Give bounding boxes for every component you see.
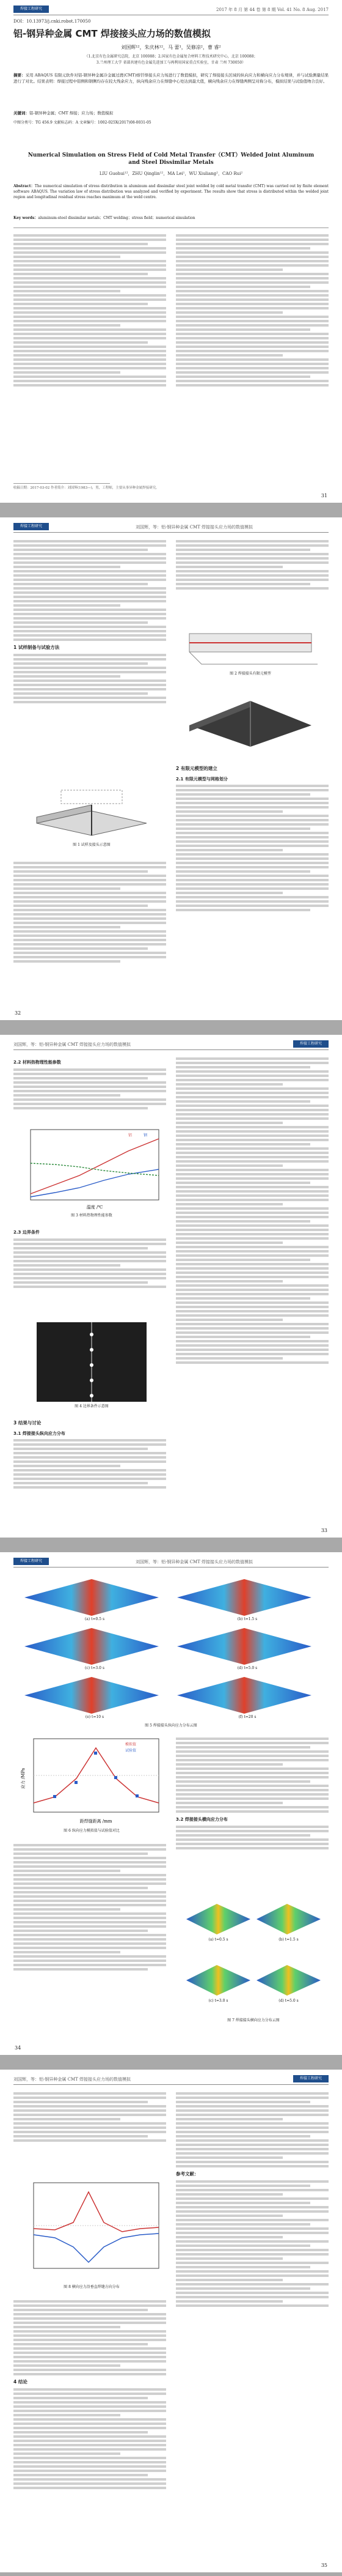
panel-label: (b) t=1.5 s [278, 1938, 299, 1942]
page-header [13, 522, 329, 533]
figure-2a [183, 621, 318, 670]
page-number: 32 [15, 1010, 21, 1016]
panel-label: (e) t=10 s [85, 1715, 104, 1719]
keywords-text: 铝-钢异种金属；CMT 焊接；应力场；数值模拟 [29, 111, 114, 116]
page-1 [0, 0, 342, 503]
subsection-heading: 2.2 材料热物理性能参数 [13, 1060, 61, 1065]
authors-cn: 刘国辉¹²，朱庆林¹²，马 蕾¹，吴修凉²，曹 睿² [121, 45, 221, 50]
body-column-left [13, 232, 166, 477]
keywords-label: 关键词： [13, 111, 29, 116]
page-5 [0, 2070, 342, 2572]
affiliation-2: 3.兰州理工大学 省部共建有色金属先进加工与再利用国家重点实验室，甘肃 兰州 730050） [96, 61, 246, 65]
body-column-left [13, 1056, 166, 1111]
page-4 [0, 1552, 342, 2055]
section-heading: 4 结论 [13, 2379, 27, 2385]
body-column-left [13, 1842, 166, 1972]
figure-8-caption: 图 8 横向应力沿垂直焊缝方向分布 [64, 2285, 120, 2289]
figure-3 [18, 1127, 165, 1212]
figure-4 [37, 1322, 147, 1402]
legend-item: 试验值 [125, 1749, 137, 1753]
abstract-text-en: The numerical simulation of stress distribution in aluminum and dissimilar steel joint welded by cold metal transfer (CMT) was carried out by finite element software ABAQUS. The variation law of stress distribution was analyzed and verified by experiment. The results show that stress is distributed within the welded joint region and longitudinal residual stress reaches maximum at the weld centre. [13, 184, 329, 199]
figure-2-caption: 图 2 焊接接头有限元模型 [230, 672, 271, 676]
panel-label: (a) t=0.5 s [208, 1938, 228, 1942]
figure-1-caption: 图 1 试样及接头示意图 [73, 843, 111, 847]
body-column-left-2 [13, 2298, 166, 2491]
legend-item: 模拟值 [125, 1742, 137, 1747]
abstract-text: 采用 ABAQUS 有限元软件对铝-钢异种金属冷金属过渡(CMT)熔钎焊接头应力场进行了数值模拟，研究了焊接接头区域的纵向应力和横向应力分布规律，并与试验测量结果进行了对比。结果表明：焊接过程中铝侧和钢侧均存在较大残余应力，纵向残余应力在焊缝中心处达到最大值，横向残余应力在焊缝两侧呈对称分布，模拟结果与试验值吻合良好。 [13, 73, 329, 84]
figure-1 [24, 786, 159, 842]
keywords-label-en: Key words： [13, 216, 38, 220]
figure-2b [183, 683, 318, 750]
running-title: 刘国辉，等：铝-钢异种金属 CMT 焊接接头应力场的数值模拟 [13, 2077, 131, 2082]
page-2 [0, 517, 342, 1020]
panel-label: (d) t=5.0 s [237, 1666, 258, 1670]
paper-title-en: Numerical Simulation on Stress Field of Cold Metal Transfer（CMT）Welded Joint Aluminum and Steel Dissimilar Metals [27, 152, 315, 166]
subsection-heading: 3.2 焊接接头横向应力分布 [176, 1817, 228, 1822]
subsection-heading: 2.1 有限元模型与网格划分 [176, 776, 228, 782]
keywords-text-en: aluminum-steel dissimilar metals；CMT welding；stress field；numerical simulation [38, 216, 195, 220]
page-number: 31 [321, 493, 327, 498]
figure-3-caption: 图 3 材料热物理性能参数 [71, 1213, 112, 1218]
figure-6-chart [18, 1736, 165, 1827]
journal-logo: 焊接工程研究 [13, 6, 49, 13]
body-column-right-2 [176, 762, 329, 913]
section-heading: 2 有限元模型的建立 [176, 766, 217, 771]
body-column-left-2 [13, 1226, 166, 1290]
panel-label: (d) t=5.0 s [278, 1999, 299, 2003]
panel-label: (b) t=1.5 s [237, 1617, 258, 1621]
affiliation-1: （1.北京有色金属研究总院，北京 100088；2.国家有色金属复合材料工程技术研究中心，北京 100088； [84, 54, 258, 59]
journal-logo: 焊接工程研究 [13, 523, 49, 530]
abstract-cn [13, 72, 329, 84]
chart-b-ylabel: 应力 /MPa [21, 1767, 26, 1790]
issue-info: 2017 年 8 月 第 44 卷 第 8 期 Vol. 41 No. 8 Aug. 2017 [216, 7, 329, 12]
panel-label: (a) t=0.5 s [84, 1617, 105, 1621]
journal-logo: 焊接工程研究 [293, 1040, 329, 1048]
authors-en: LIU Guohui¹²，ZHU Qinglin¹²，MA Lei¹，WU Xiuliang²，CAO Rui² [99, 171, 243, 176]
doi: DOI：10.13973/j.cnki.robot.170050 [13, 19, 91, 24]
keywords-cn [13, 110, 329, 116]
footnote: 收稿日期：2017-03-02 作者简介：刘国辉(1983—)，男，工程师，主要从事异种金属焊接研究。 [13, 486, 159, 490]
footnote-rule [13, 483, 110, 484]
classification: 中图分类号：TG 456.9 文献标志码：A 文章编号：1002-025X(2017)08-0031-05 [13, 120, 151, 125]
keywords-en [13, 215, 329, 221]
body-column-right [176, 1056, 329, 1366]
figure-7-caption: 图 7 焊接接头横向应力分布云图 [227, 2018, 280, 2023]
page-header [13, 1557, 329, 1567]
page-3 [0, 1035, 342, 1538]
figure-4-caption: 图 4 边界条件示意图 [75, 1404, 109, 1408]
chart-b-xlabel: 距焊缝距离 /mm [79, 1819, 112, 1824]
body-column-right [176, 538, 329, 591]
panel-label: (c) t=3.0 s [85, 1666, 104, 1670]
section-heading: 1 试样制备与试验方法 [13, 645, 60, 650]
page-header [13, 2074, 329, 2085]
body-column-right [176, 232, 329, 477]
page-number: 33 [321, 1528, 327, 1533]
running-title: 刘国辉，等：铝-钢异种金属 CMT 焊接接头应力场的数值模拟 [136, 525, 253, 530]
body-column-right [176, 1736, 329, 1851]
page-header [13, 5, 329, 15]
running-title: 刘国辉，等：铝-钢异种金属 CMT 焊接接头应力场的数值模拟 [136, 1560, 253, 1564]
journal-logo: 焊接工程研究 [293, 2075, 329, 2082]
page-number: 34 [15, 2045, 21, 2051]
chart-a-xlabel: 温度 /℃ [86, 1205, 103, 1210]
abstract-label: 摘要： [13, 73, 26, 78]
subsection-heading: 2.3 边界条件 [13, 1230, 40, 1235]
figure-8-chart [18, 2180, 165, 2284]
body-column-left-3 [13, 1416, 166, 1490]
legend-item: 铝 [128, 1133, 133, 1138]
paper-title-cn: 铝-钢异种金属 CMT 焊接接头应力场的数值模拟 [13, 28, 211, 39]
body-column-left [13, 538, 166, 705]
section-heading: 3 结果与讨论 [13, 1420, 42, 1426]
body-column-right [176, 2090, 329, 2309]
body-column-left [13, 2090, 166, 2144]
references-heading: 参考文献： [176, 2171, 199, 2177]
page-header [13, 1040, 329, 1050]
figure-5-contours [18, 1573, 324, 1720]
figure-6-caption: 图 6 纵向应力模拟值与试验值对比 [64, 1829, 120, 1833]
panel-label: (f) t=20 s [238, 1715, 256, 1719]
abstract-label-en: Abstract： [13, 184, 35, 188]
running-title: 刘国辉，等：铝-钢异种金属 CMT 焊接接头应力场的数值模拟 [13, 1042, 131, 1047]
body-column-left-2 [13, 860, 166, 964]
journal-logo: 焊接工程研究 [13, 1558, 49, 1565]
figure-5-caption: 图 5 焊接接头纵向应力分布云图 [145, 1723, 197, 1728]
page-number: 35 [321, 2563, 327, 2568]
subsection-heading: 3.1 焊接接头纵向应力分布 [13, 1430, 65, 1436]
abstract-en [13, 183, 329, 200]
panel-label: (c) t=3.0 s [208, 1999, 228, 2003]
legend-item: 钢 [144, 1133, 148, 1138]
